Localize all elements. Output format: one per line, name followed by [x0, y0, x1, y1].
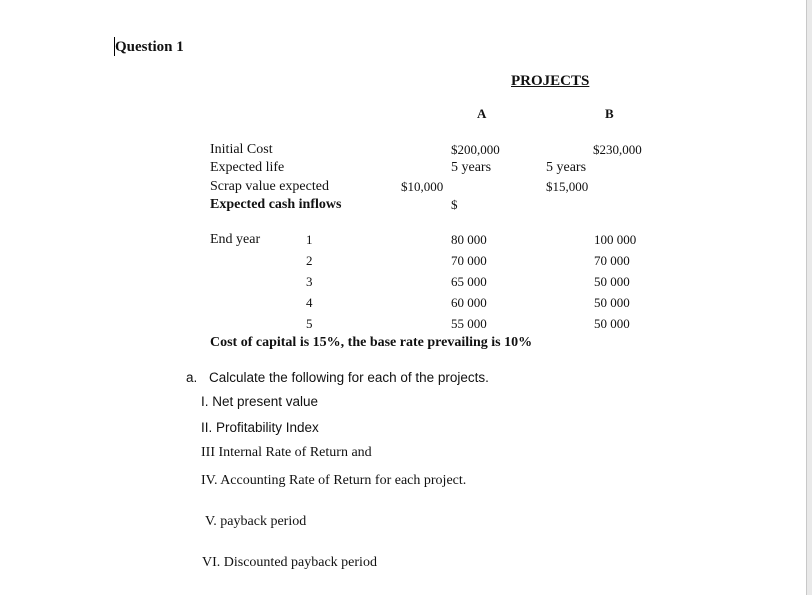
- cash-inflows-label: Expected cash inflows: [210, 197, 342, 212]
- task-item: II. Profitability Index: [201, 420, 319, 435]
- expected-life-label: Expected life: [210, 160, 285, 175]
- question-title: Question 1: [115, 39, 184, 55]
- year-number: 4: [306, 295, 313, 310]
- year-value-b: 70 000: [594, 253, 630, 268]
- year-value-a: 65 000: [451, 274, 487, 289]
- year-value-a: 55 000: [451, 316, 487, 331]
- year-value-b: 50 000: [594, 316, 630, 331]
- scrap-value-label: Scrap value expected: [210, 179, 329, 194]
- projects-header: PROJECTS: [511, 73, 590, 89]
- task-item: VI. Discounted payback period: [202, 555, 377, 570]
- year-number: 3: [306, 274, 313, 289]
- end-year-label: End year: [210, 232, 261, 247]
- year-number: 5: [306, 316, 313, 331]
- column-b-header: B: [605, 106, 614, 121]
- page-edge-shadow: [807, 0, 812, 595]
- scrap-value-a: $10,000: [401, 179, 444, 194]
- year-number: 1: [306, 232, 313, 247]
- expected-life-b: 5 years: [546, 160, 587, 175]
- task-list-marker: a.: [186, 370, 198, 385]
- initial-cost-a: $200,000: [451, 142, 500, 157]
- year-value-b: 50 000: [594, 295, 630, 310]
- column-a-header: A: [477, 106, 487, 121]
- task-item: I. Net present value: [201, 394, 319, 409]
- year-value-a: 60 000: [451, 295, 487, 310]
- expected-life-a: 5 years: [451, 160, 492, 175]
- task-intro: Calculate the following for each of the projects.: [209, 370, 489, 385]
- year-value-b: 100 000: [594, 232, 637, 247]
- cost-of-capital-note: Cost of capital is 15%, the base rate prevailing is 10%: [210, 335, 533, 350]
- task-item: V. payback period: [205, 514, 307, 529]
- year-value-a: 80 000: [451, 232, 487, 247]
- task-item: IV. Accounting Rate of Return for each project.: [201, 473, 467, 488]
- year-value-b: 50 000: [594, 274, 630, 289]
- cash-inflows-currency: $: [451, 197, 458, 212]
- initial-cost-b: $230,000: [593, 142, 642, 157]
- scrap-value-b: $15,000: [546, 179, 589, 194]
- year-value-a: 70 000: [451, 253, 487, 268]
- year-number: 2: [306, 253, 313, 268]
- initial-cost-label: Initial Cost: [210, 142, 273, 157]
- task-item: III Internal Rate of Return and: [201, 445, 372, 460]
